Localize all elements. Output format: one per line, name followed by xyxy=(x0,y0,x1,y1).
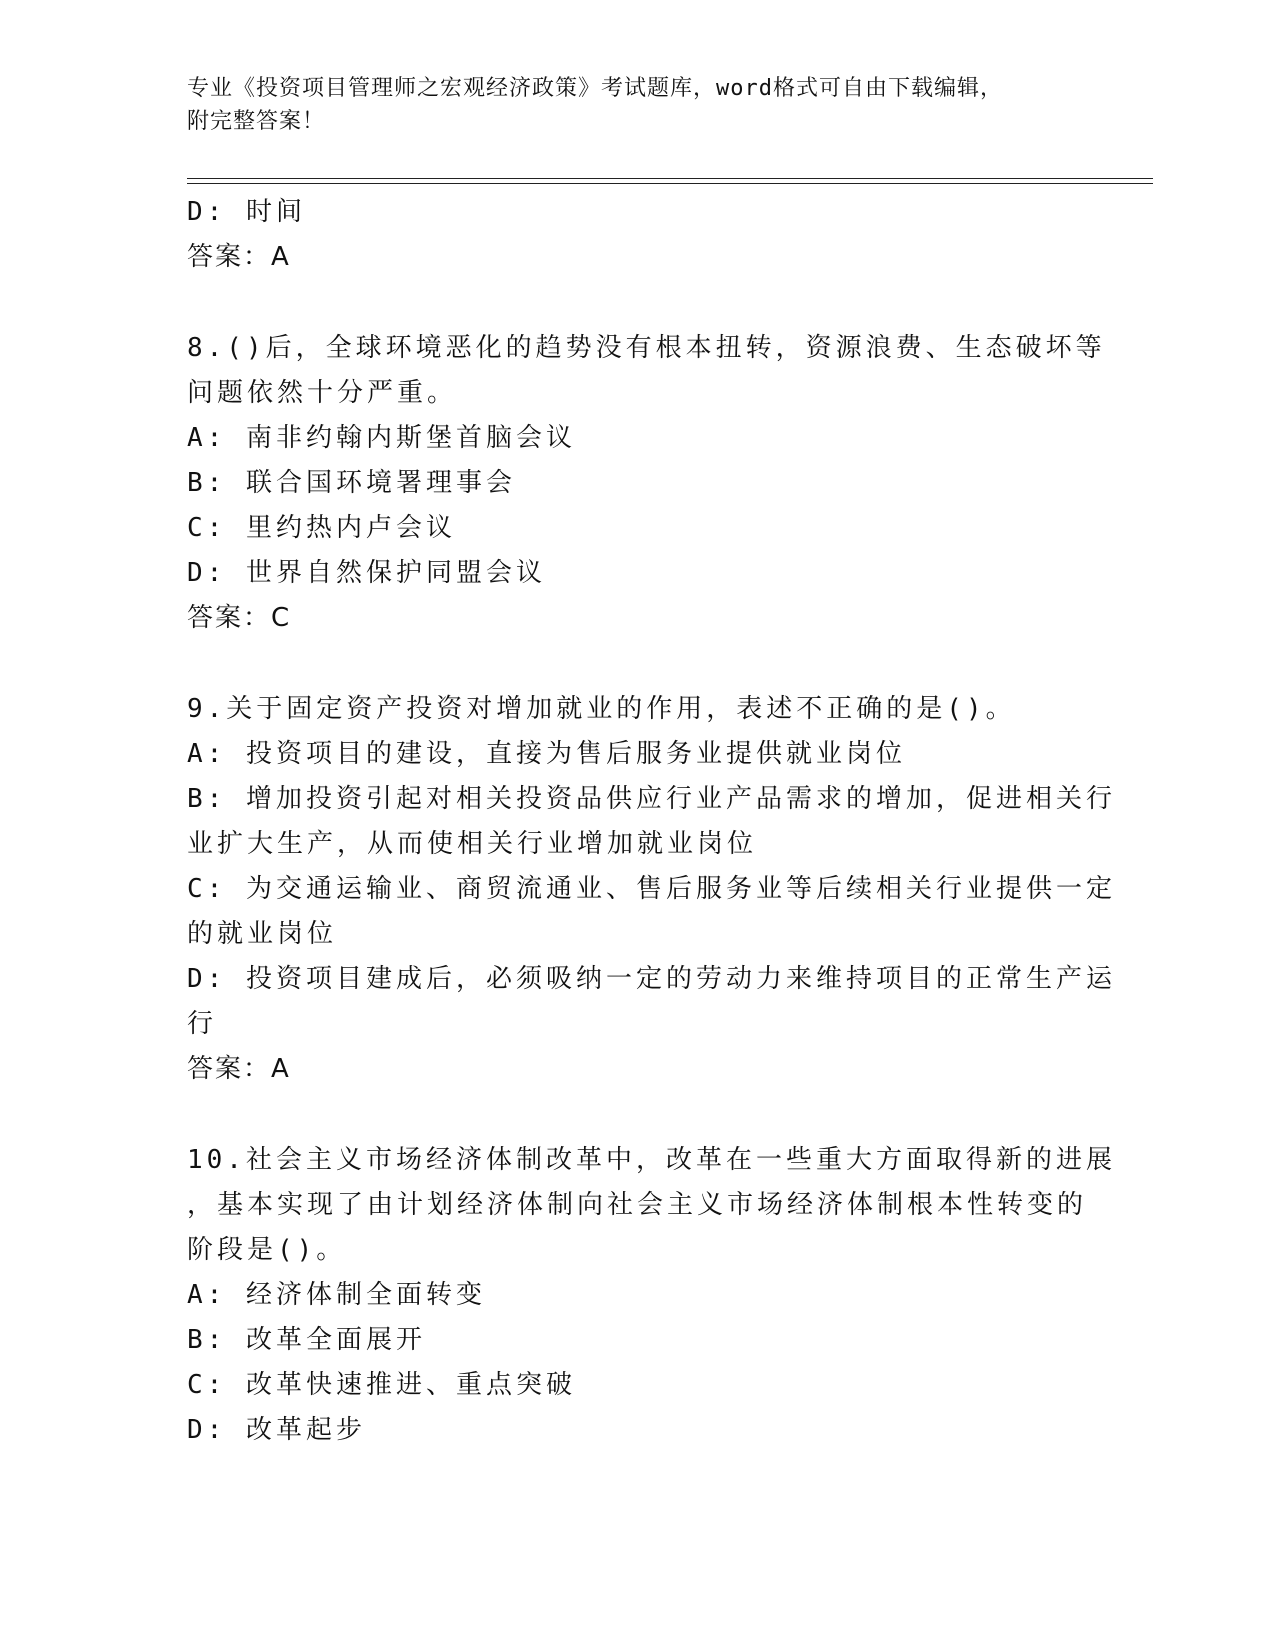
option-b: B: 改革全面展开 xyxy=(187,1325,426,1355)
option-d: D: 改革起步 xyxy=(187,1415,366,1445)
header-line-2: 附完整答案！ xyxy=(187,109,326,134)
question-stem-line: 8.()后，全球环境恶化的趋势没有根本扭转，资源浪费、生态破坏等 xyxy=(187,333,1106,363)
header-divider-bottom xyxy=(187,183,1153,184)
document-header xyxy=(187,72,1067,138)
question-stem-line: ，基本实现了由计划经济体制向社会主义市场经济体制根本性转变的 xyxy=(187,1190,1088,1220)
option-a: A: 南非约翰内斯堡首脑会议 xyxy=(187,423,576,453)
question-content xyxy=(187,190,1116,1453)
option-c: C: 里约热内卢会议 xyxy=(187,513,456,543)
question-gap xyxy=(187,641,1087,687)
header-divider-top xyxy=(187,178,1153,179)
question-stem-line: 9.关于固定资产投资对增加就业的作用，表述不正确的是()。 xyxy=(187,694,1016,724)
option-d: D: 世界自然保护同盟会议 xyxy=(187,558,546,588)
question-stem-line: 问题依然十分严重。 xyxy=(187,378,458,408)
question-gap xyxy=(187,1092,1087,1138)
option-c: C: 为交通运输业、商贸流通业、售后服务业等后续相关行业提供一定 xyxy=(187,874,1116,904)
option-b: B: 增加投资引起对相关投资品供应行业产品需求的增加，促进相关行 xyxy=(187,784,1116,814)
answer: 答案：A xyxy=(187,1054,291,1084)
option-c: C: 改革快速推进、重点突破 xyxy=(187,1370,576,1400)
question-gap xyxy=(187,280,1087,326)
question-10 xyxy=(187,1138,1116,1453)
option-b: B: 联合国环境署理事会 xyxy=(187,468,516,498)
option-b-continued: 业扩大生产，从而使相关行业增加就业岗位 xyxy=(187,829,758,859)
option-a: A: 投资项目的建设，直接为售后服务业提供就业岗位 xyxy=(187,739,906,769)
prev-option-d: D: 时间 xyxy=(187,197,306,227)
question-9 xyxy=(187,687,1116,1092)
question-stem-line: 阶段是()。 xyxy=(187,1235,347,1265)
question-8 xyxy=(187,326,1106,641)
question-stem-line: 10.社会主义市场经济体制改革中，改革在一些重大方面取得新的进展 xyxy=(187,1145,1116,1175)
answer: 答案：C xyxy=(187,603,292,633)
option-a: A: 经济体制全面转变 xyxy=(187,1280,486,1310)
option-c-continued: 的就业岗位 xyxy=(187,919,338,949)
option-d: D: 投资项目建成后，必须吸纳一定的劳动力来维持项目的正常生产运 xyxy=(187,964,1116,994)
option-d-continued: 行 xyxy=(187,1009,218,1039)
prev-answer: 答案：A xyxy=(187,242,291,272)
header-line-1: 专业《投资项目管理师之宏观经济政策》考试题库，word格式可自由下载编辑， xyxy=(187,76,1003,101)
